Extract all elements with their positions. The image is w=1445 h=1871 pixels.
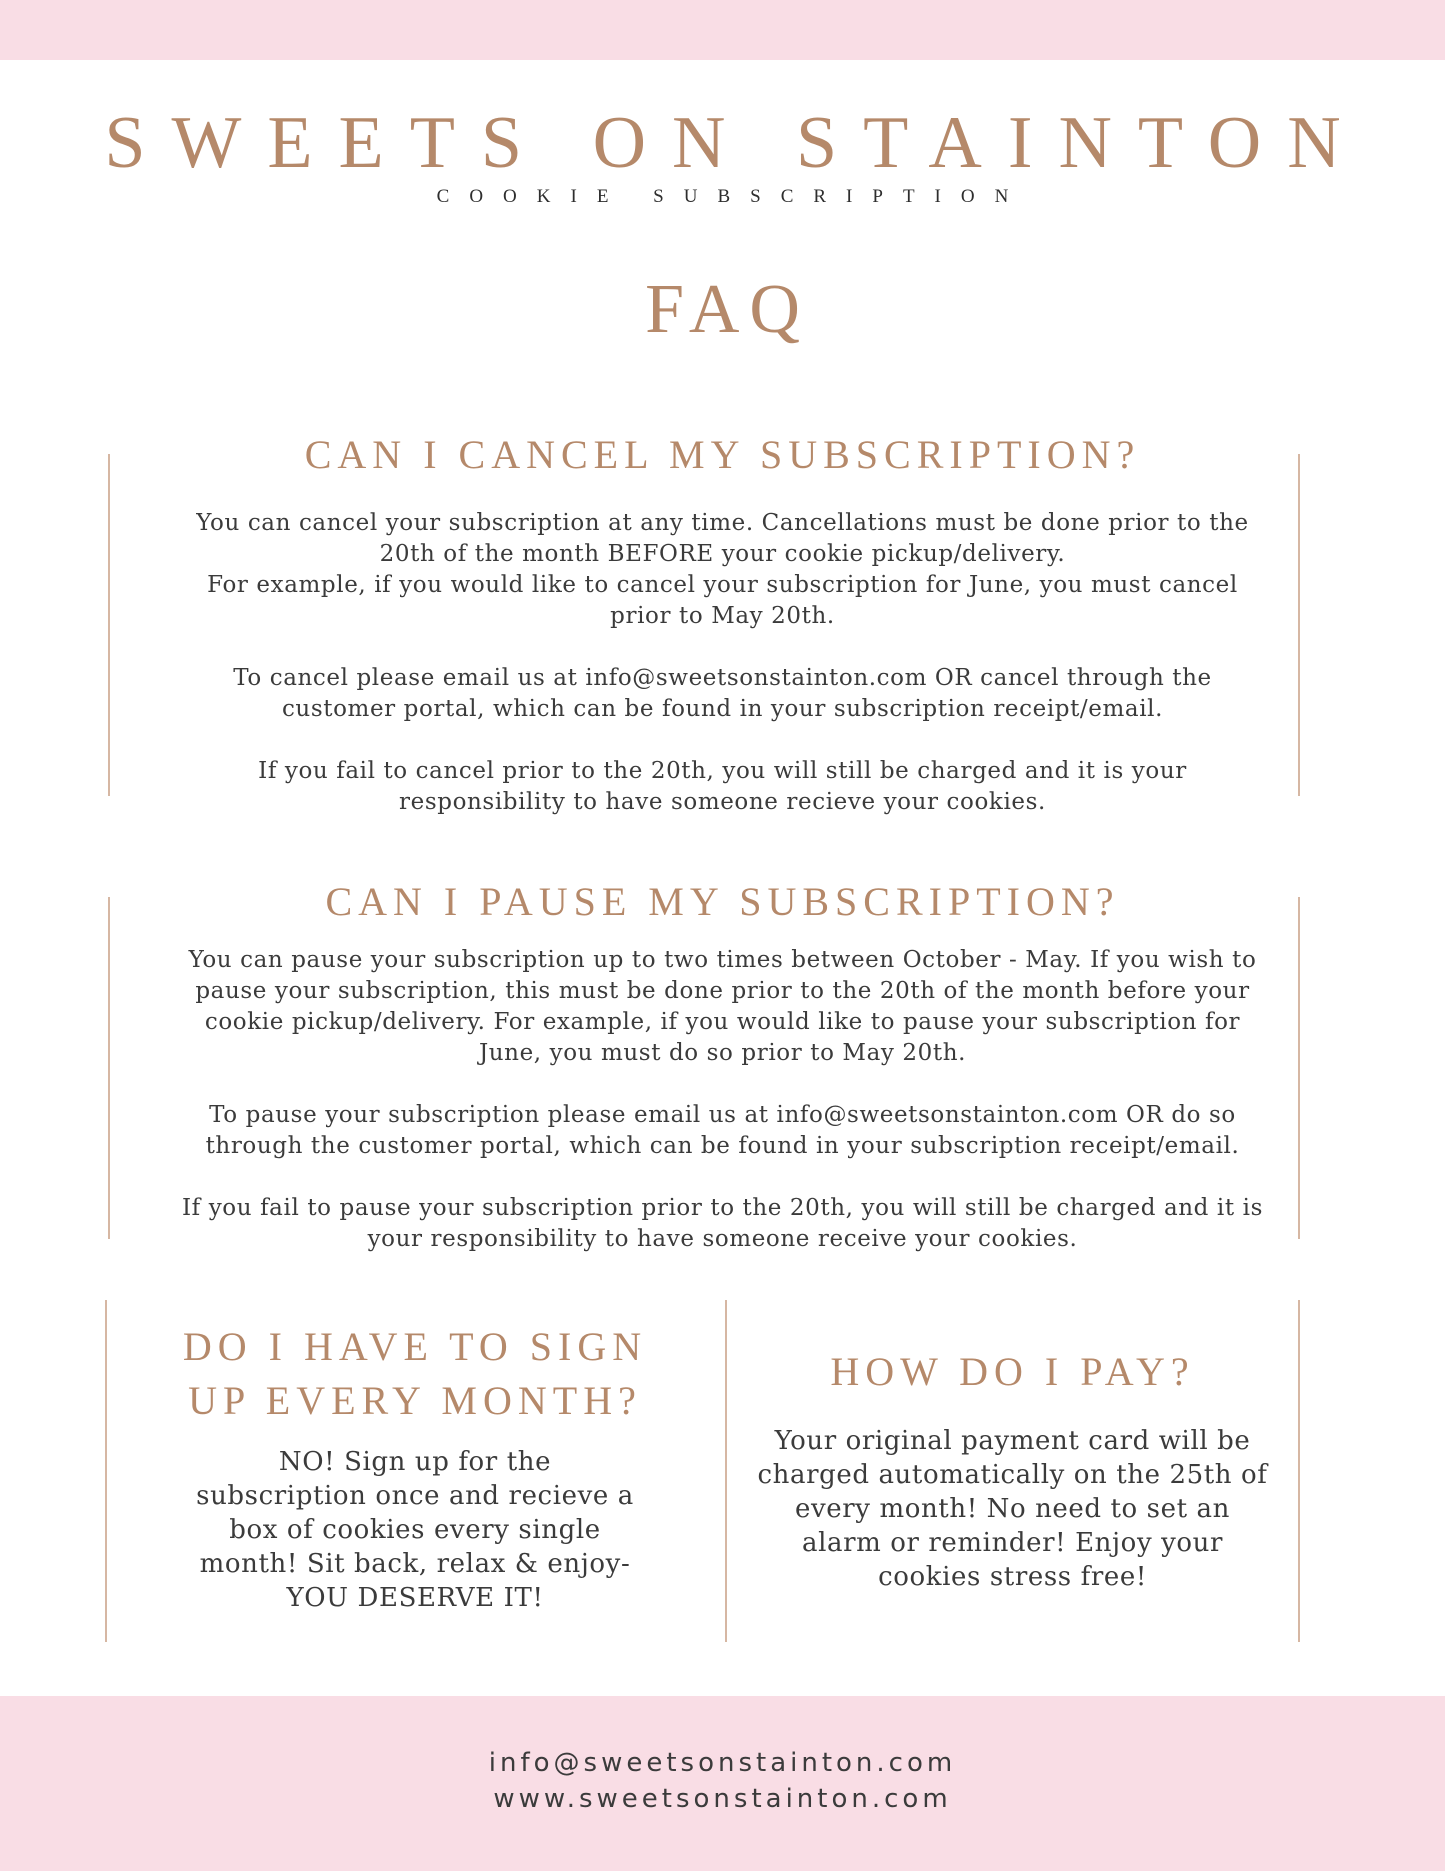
answer-text: month! Sit back, relax & enjoy- — [199, 1549, 631, 1579]
divider-line — [725, 1300, 727, 1642]
answer-text: You can cancel your subscription at any time. Cancellations must be done prior to the — [196, 510, 1249, 536]
answer-text: customer portal, which can be found in your subscription receipt/email. — [281, 696, 1164, 722]
divider-line — [1298, 1300, 1300, 1642]
question-signup — [110, 1320, 720, 1428]
question-pay: HOW DO I PAY? — [830, 1349, 1195, 1394]
answer-text: For example, if you would like to cancel your subscription for June, you must cancel — [207, 572, 1238, 598]
answer-text: subscription once and recieve a — [196, 1481, 634, 1511]
question-cancel: CAN I CANCEL MY SUBSCRIPTION? — [304, 432, 1141, 477]
top-pink-band — [0, 0, 1445, 60]
answer-text: every month! No need to set an — [795, 1494, 1230, 1524]
answer-text: Your original payment card will be — [774, 1426, 1251, 1456]
answer-text: through the customer portal, which can be found in your subscription receipt/email. — [205, 1133, 1240, 1159]
answer-text: If you fail to cancel prior to the 20th, you will still be charged and it is your — [258, 758, 1187, 784]
answer-text: pause your subscription, this must be done prior to the 20th of the month before your — [195, 978, 1250, 1004]
answer-text: cookie pickup/delivery. For example, if you would like to pause your subscription for — [204, 1009, 1241, 1035]
answer-cancel — [110, 508, 1335, 818]
answer-text: If you fail to pause your subscription prior to the 20th, you will still be charged and it is — [182, 1195, 1263, 1221]
footer-email[interactable]: info@sweetsonstainton.com — [488, 1748, 957, 1778]
answer-text: To pause your subscription please email us at info@sweetsonstainton.com OR do so — [209, 1102, 1236, 1128]
answer-text: alarm or reminder! Enjoy your — [801, 1528, 1224, 1558]
answer-signup — [110, 1445, 720, 1615]
answer-pay — [730, 1424, 1295, 1594]
answer-text: June, you must do so prior to May 20th. — [478, 1040, 967, 1066]
page-title: FAQ — [645, 271, 810, 348]
answer-text: YOU DESERVE IT! — [286, 1583, 544, 1613]
answer-text: NO! Sign up for the — [278, 1447, 552, 1477]
brand-tagline: COOKIE SUBSCRIPTION — [436, 186, 1029, 207]
answer-text: box of cookies every single — [229, 1515, 601, 1545]
answer-text: responsibility to have someone recieve your cookies. — [399, 789, 1046, 815]
answer-text: You can pause your subscription up to two times between October - May. If you wish to — [188, 947, 1257, 973]
divider-line — [105, 1300, 107, 1642]
answer-text: prior to May 20th. — [610, 603, 835, 629]
brand-title: SWEETS ON STAINTON — [104, 102, 1367, 184]
answer-pause — [110, 945, 1335, 1255]
footer-website[interactable]: www.sweetsonstainton.com — [493, 1784, 952, 1814]
question-text: UP EVERY MONTH? — [188, 1378, 642, 1423]
answer-text: charged automatically on the 25th of — [757, 1460, 1268, 1490]
answer-text: cookies stress free! — [878, 1562, 1147, 1592]
answer-text: To cancel please email us at info@sweetsonstainton.com OR cancel through the — [233, 665, 1212, 691]
answer-text: your responsibility to have someone receive your cookies. — [367, 1226, 1078, 1252]
question-pause: CAN I PAUSE MY SUBSCRIPTION? — [325, 879, 1120, 924]
question-text: DO I HAVE TO SIGN — [182, 1324, 648, 1369]
answer-text: 20th of the month BEFORE your cookie pickup/delivery. — [379, 541, 1066, 567]
